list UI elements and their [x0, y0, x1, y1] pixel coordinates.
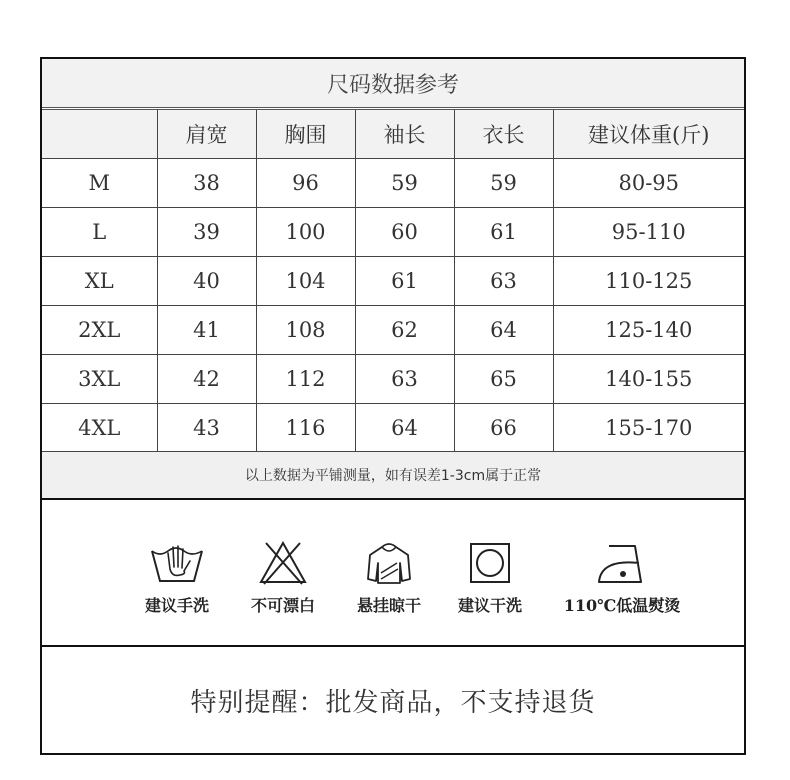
dry-clean-icon — [468, 541, 512, 585]
table-cell: 62 — [355, 306, 454, 355]
table-cell: 41 — [157, 306, 256, 355]
table-cell: 95-110 — [553, 208, 744, 257]
table-cell: 110-125 — [553, 257, 744, 306]
table-cell: 42 — [157, 355, 256, 404]
size-label-cell: 2XL — [42, 306, 157, 355]
table-cell: 61 — [355, 257, 454, 306]
measurement-note: 以上数据为平铺测量，如有误差1-3cm属于正常 — [42, 451, 744, 500]
size-label-cell: XL — [42, 257, 157, 306]
care-label: 建议干洗 — [457, 596, 522, 615]
no-bleach-icon — [258, 541, 308, 585]
table-row — [42, 159, 744, 208]
table-cell: 100 — [256, 208, 355, 257]
table-row — [42, 355, 744, 404]
header-length: 衣长 — [454, 110, 553, 159]
table-cell: 59 — [355, 159, 454, 208]
care-item-dry-clean — [448, 541, 532, 616]
table-cell: 116 — [256, 404, 355, 453]
size-label-cell: 4XL — [42, 404, 157, 453]
size-table — [42, 110, 744, 453]
hand-wash-icon — [148, 541, 206, 585]
table-cell: 63 — [355, 355, 454, 404]
table-cell: 40 — [157, 257, 256, 306]
table-cell: 66 — [454, 404, 553, 453]
chart-title: 尺码数据参考 — [42, 59, 744, 107]
header-shoulder: 肩宽 — [157, 110, 256, 159]
low-iron-icon — [595, 541, 649, 585]
table-cell: 63 — [454, 257, 553, 306]
table-cell: 39 — [157, 208, 256, 257]
table-cell: 59 — [454, 159, 553, 208]
header-size — [42, 110, 157, 159]
table-cell: 65 — [454, 355, 553, 404]
table-header-row — [42, 110, 744, 159]
size-chart-frame — [40, 57, 746, 755]
table-row — [42, 404, 744, 453]
care-item-hang-dry — [347, 541, 431, 616]
care-label: 悬挂晾干 — [356, 596, 421, 615]
table-cell: 80-95 — [553, 159, 744, 208]
table-row — [42, 257, 744, 306]
care-item-no-bleach — [241, 541, 325, 616]
table-cell: 108 — [256, 306, 355, 355]
header-weight: 建议体重(斤) — [553, 110, 744, 159]
care-instructions — [42, 499, 744, 645]
table-cell: 38 — [157, 159, 256, 208]
table-row — [42, 208, 744, 257]
care-label: 建议手洗 — [144, 596, 209, 615]
table-cell: 61 — [454, 208, 553, 257]
table-cell: 64 — [454, 306, 553, 355]
table-cell: 155-170 — [553, 404, 744, 453]
table-cell: 140-155 — [553, 355, 744, 404]
care-label: 110℃低温熨烫 — [563, 596, 681, 615]
care-item-low-iron — [552, 541, 692, 616]
table-cell: 60 — [355, 208, 454, 257]
header-sleeve: 袖长 — [355, 110, 454, 159]
header-chest: 胸围 — [256, 110, 355, 159]
table-cell: 64 — [355, 404, 454, 453]
wholesale-reminder: 特别提醒：批发商品，不支持退货 — [190, 687, 596, 718]
table-cell: 112 — [256, 355, 355, 404]
hang-dry-icon — [364, 541, 414, 585]
table-cell: 96 — [256, 159, 355, 208]
size-label-cell: 3XL — [42, 355, 157, 404]
table-cell: 104 — [256, 257, 355, 306]
size-label-cell: M — [42, 159, 157, 208]
size-label-cell: L — [42, 208, 157, 257]
table-row — [42, 306, 744, 355]
table-cell: 43 — [157, 404, 256, 453]
care-item-hand-wash — [135, 541, 219, 616]
care-label: 不可漂白 — [250, 596, 315, 615]
table-cell: 125-140 — [553, 306, 744, 355]
